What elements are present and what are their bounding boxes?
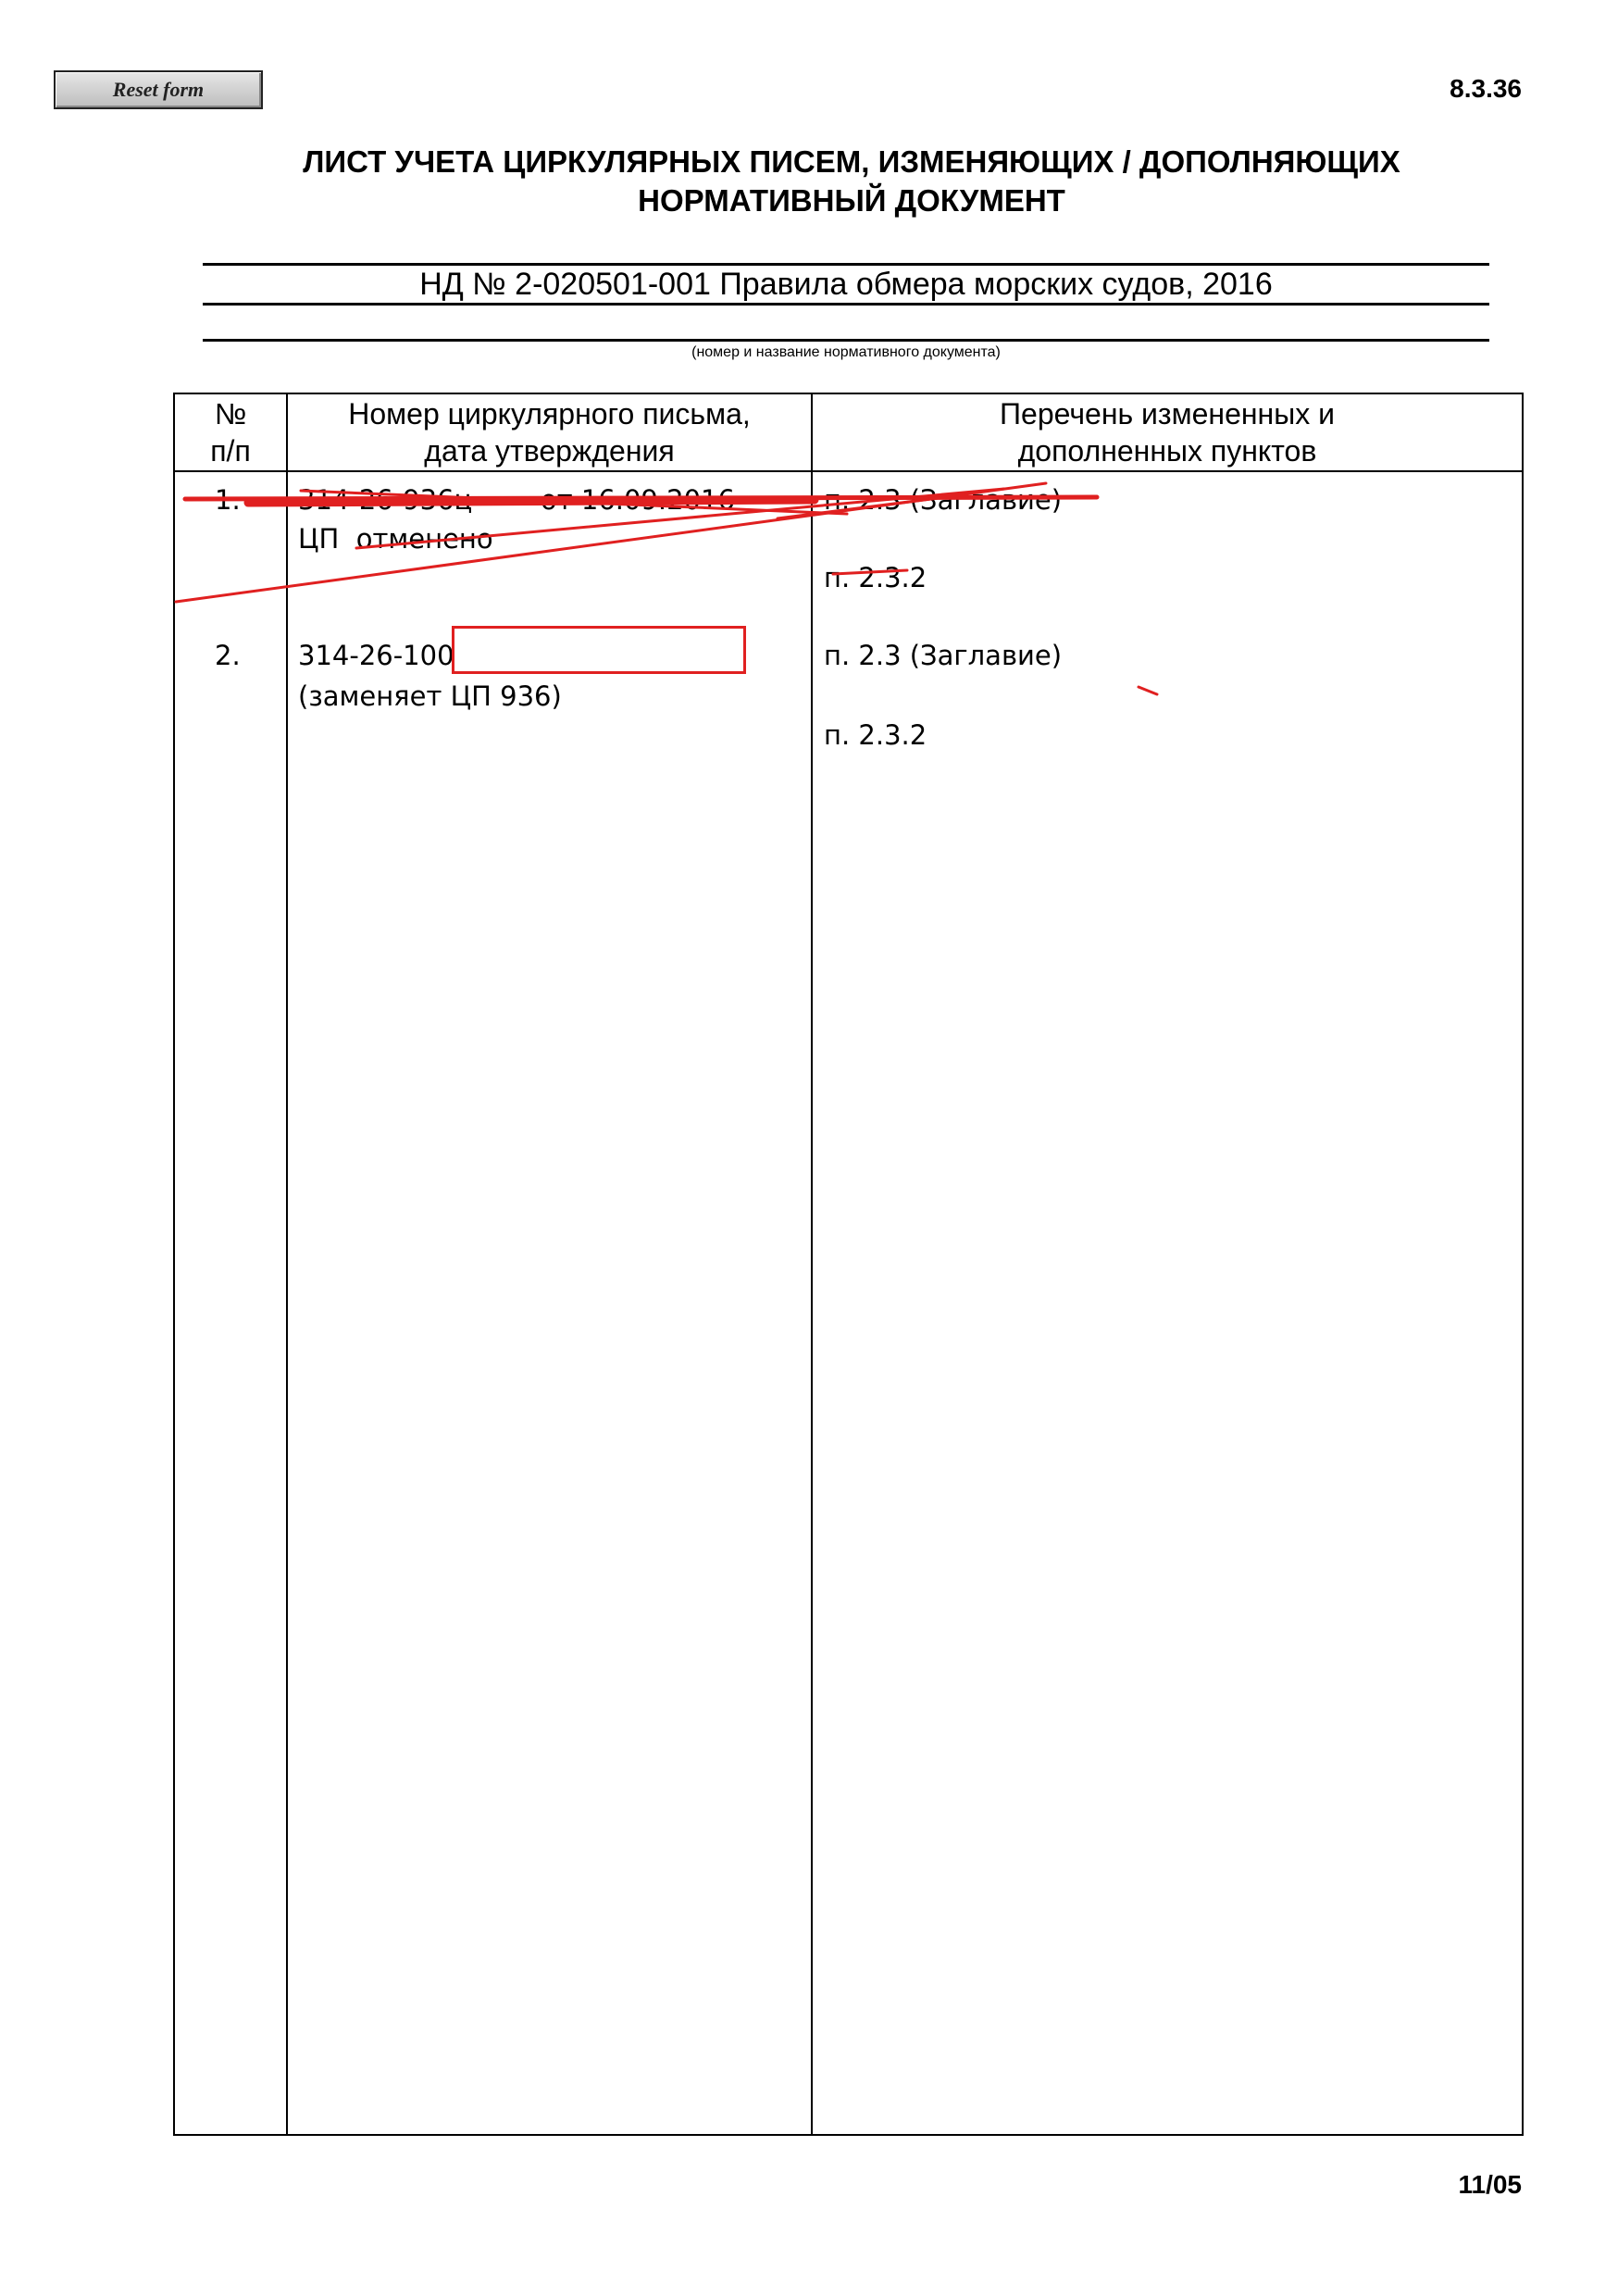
header-items: Перечень измененных и дополненных пунктов xyxy=(1000,397,1335,468)
row-2-item-1: п. 2.3 (Заглавие) xyxy=(824,640,1063,671)
column-divider xyxy=(811,394,813,2134)
document-code: 8.3.36 xyxy=(1450,74,1522,103)
row-2-letter-number: 314-26-100 xyxy=(298,640,454,671)
row-2-item-2: п. 2.3.2 xyxy=(824,719,927,751)
row-2-letter-note: (заменяет ЦП 936) xyxy=(298,680,562,712)
normative-document-title: НД № 2-020501-001 Правила обмера морских судов, 2016 xyxy=(419,267,1273,302)
row-1-item-1: п. 2.3 (Заглавие) xyxy=(824,484,1063,516)
row-2-number: 2. xyxy=(215,640,241,671)
header-divider xyxy=(175,470,1522,472)
header-letter: Номер циркулярного письма, дата утверждения xyxy=(348,397,751,468)
header-number: № п/п xyxy=(210,397,251,468)
page-number: 11/05 xyxy=(1458,2170,1522,2199)
row-1-letter-number: 314-26-936ц от 16.09.2016 xyxy=(298,484,735,516)
row-1-item-2: п. 2.3.2 xyxy=(824,562,927,593)
title-line-2: НОРМАТИВНЫЙ ДОКУМЕНТ xyxy=(638,183,1065,218)
divider-line xyxy=(203,339,1489,342)
title-line-1: ЛИСТ УЧЕТА ЦИРКУЛЯРНЫХ ПИСЕМ, ИЗМЕНЯЮЩИХ / ДОПОЛНЯЮЩИХ xyxy=(303,144,1400,179)
row-1-number: 1. xyxy=(215,484,241,516)
row-1-letter-status: ЦП отменено xyxy=(298,523,493,555)
divider-line xyxy=(203,303,1489,306)
normative-document-caption: (номер и название нормативного документа) xyxy=(691,344,1001,360)
redaction-box xyxy=(452,626,746,674)
reset-form-button[interactable]: Reset form xyxy=(54,70,263,109)
divider-line xyxy=(203,263,1489,266)
page-title xyxy=(185,143,1518,220)
column-divider xyxy=(286,394,288,2134)
